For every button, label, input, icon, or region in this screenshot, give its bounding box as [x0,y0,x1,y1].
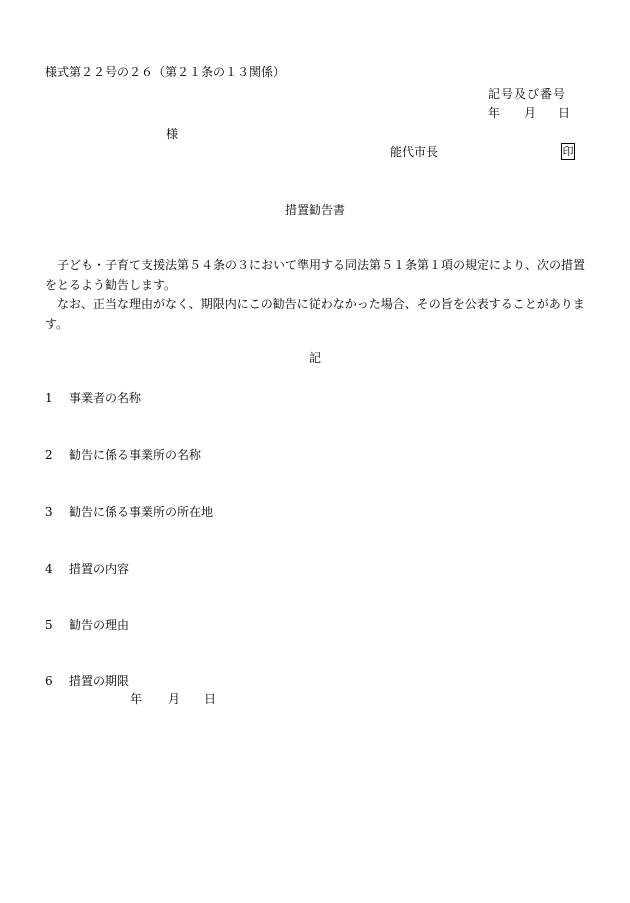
seal-mark: 印 [562,145,574,158]
document-title: 措置勧告書 [284,203,345,217]
item-label: 事業者の名称 [69,391,142,405]
issue-date-year-label: 年 [488,106,501,120]
body-text [45,256,590,334]
item-label: 措置の期限 [69,674,130,688]
item-number: 3 [45,505,53,519]
issue-date [488,105,570,121]
deadline-date-day-label: 日 [204,692,217,706]
item-recommendation-reason [45,617,129,633]
form-number: 様式第２２号の２６（第２１条の１３関係） [45,65,286,79]
item-number: 2 [45,448,53,462]
item-label: 勧告に係る事業所の所在地 [69,505,214,519]
item-label: 勧告に係る事業所の名称 [69,448,202,462]
item-label: 勧告の理由 [69,618,130,632]
item-number: 1 [45,391,53,405]
reference-number-label: 記号及び番号 [488,87,567,101]
item-facility-name [45,447,201,463]
item-business-name [45,390,141,406]
item-facility-address [45,504,213,520]
item-measure-deadline [45,673,129,689]
deadline-date-year-label: 年 [130,692,143,706]
issue-date-month-label: 月 [524,106,537,120]
issue-date-day-label: 日 [558,106,571,120]
deadline-date-month-label: 月 [168,692,181,706]
item-measure-content [45,561,129,577]
ki-heading: 記 [308,351,321,365]
item-number: 6 [45,674,53,688]
issuer-name: 能代市長 [390,145,439,159]
item-label: 措置の内容 [69,562,130,576]
deadline-date [130,691,216,707]
body-paragraph: なお、正当な理由がなく、期限内にこの勧告に従わなかった場合、その旨を公表することがあります。 [45,297,585,331]
recipient-honorific: 様 [166,127,179,141]
item-number: 5 [45,618,53,632]
item-number: 4 [45,562,53,576]
body-paragraph: 子ども・子育て支援法第５４条の３において準用する同法第５１条第１項の規定により、次の措置をとるよう勧告します。 [45,258,586,292]
